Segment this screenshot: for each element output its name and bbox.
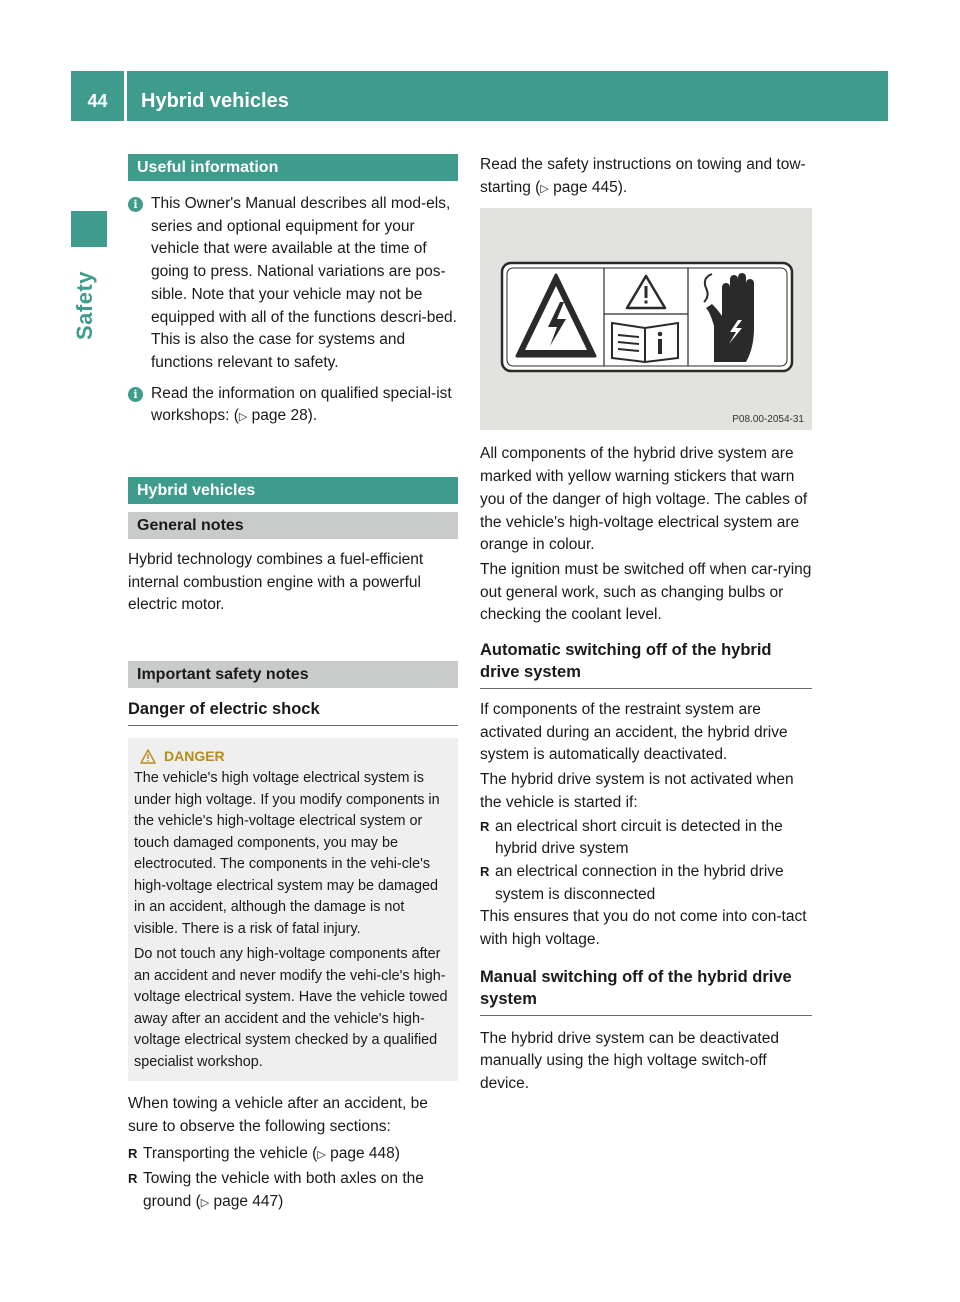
info-icon: i: [128, 387, 143, 402]
automatic-switching-bullets: [480, 816, 812, 907]
towing-instructions-text: [480, 154, 812, 200]
warning-sticker-illustration: [480, 208, 812, 430]
page-ref-arrow-icon: ▷: [540, 182, 549, 195]
automatic-switching-heading: Automatic switching off of the hybrid drive system: [480, 639, 812, 689]
list-item-text: an electrical connection in the hybrid drive system is disconnected: [495, 862, 784, 903]
header-title: Hybrid vehicles: [141, 90, 289, 112]
right-column: [480, 154, 812, 1096]
danger-paragraph-2: Do not touch any high-voltage components after an accident and never modify the vehi-cle's high-voltage electrical system. Have the vehicle towed away after an accident and the vehicle's high-voltage electrical system checked by a qualified specialist workshop.: [134, 946, 448, 1070]
side-tab-marker: [71, 211, 107, 247]
list-item: [480, 816, 812, 861]
warning-sticker-figure: [480, 208, 812, 430]
automatic-switching-text-3: This ensures that you do not come into con-tact with high voltage.: [480, 908, 807, 949]
info-note-text: [151, 383, 458, 429]
info-note-text: This Owner's Manual describes all mod-els, series and optional equipment for your vehicle that were available at the time of going to press. National variations are pos-sible. Note that your vehicle may not be equipped with all of the functions descri-bed. This is also the case for systems and functions relevant to safety.: [151, 195, 457, 371]
bullet-icon: R: [128, 1171, 138, 1187]
info-note-manual: [128, 193, 458, 375]
list-item-text: an electrical short circuit is detected in the hybrid drive system: [495, 817, 783, 858]
general-notes-text: Hybrid technology combines a fuel-efficient internal combustion engine with a powerful electric motor.: [128, 551, 424, 614]
important-safety-notes-heading: Important safety notes: [128, 661, 458, 688]
left-column: [128, 154, 458, 1215]
automatic-switching-text-2: The hybrid drive system is not activated when the vehicle is started if:: [480, 771, 794, 811]
page-number: 44: [87, 90, 108, 111]
page-ref-link[interactable]: page 448): [330, 1144, 400, 1162]
header-divider: [124, 71, 127, 121]
warning-triangle-icon: [140, 749, 156, 764]
info-note-workshops: [128, 383, 458, 429]
useful-information-heading: Useful information: [128, 154, 458, 181]
towing-bullet-list: [128, 1143, 458, 1215]
bullet-icon: R: [480, 863, 490, 879]
page-ref-link[interactable]: page 28).: [251, 407, 318, 425]
bullet-icon: R: [128, 1145, 138, 1161]
info-icon: i: [128, 197, 143, 212]
danger-electric-shock-heading: Danger of electric shock: [128, 698, 458, 726]
towing-text: When towing a vehicle after an accident, be sure to observe the following sections:: [128, 1095, 428, 1135]
towing-instructions-label: Read the safety instructions on towing and tow-starting (: [480, 156, 806, 196]
figure-code: P08.00-2054-31: [732, 414, 804, 426]
page-ref-arrow-icon: ▷: [238, 411, 248, 424]
hybrid-vehicles-heading: Hybrid vehicles: [128, 477, 458, 504]
list-item: [480, 861, 812, 906]
general-notes-heading: General notes: [128, 512, 458, 539]
page-ref-link[interactable]: page 447): [213, 1192, 284, 1210]
list-item-text: [143, 1168, 458, 1214]
list-item-label: Transporting the vehicle (: [143, 1144, 318, 1162]
page-ref-link[interactable]: page 445).: [553, 178, 628, 196]
list-item: [128, 1168, 458, 1214]
list-item-label: Towing the vehicle with both axles on the ground (: [143, 1170, 424, 1210]
manual-book-icon: [612, 323, 678, 362]
danger-header: [134, 748, 450, 764]
bullet-icon: R: [480, 818, 490, 834]
ignition-text: The ignition must be switched off when car-rying out general work, such as changing bulbs or checking the coolant level.: [480, 560, 812, 624]
danger-paragraph-1: The vehicle's high voltage electrical system is under high voltage. If you modify components in the vehicle's high-voltage electrical system or touch damaged components, you may be electrocuted. The components in the vehi-cle's high-voltage electrical system may be damaged in an accident, although the damage is not visible. There is a risk of fatal injury.: [134, 770, 440, 937]
manual-switching-text: The hybrid drive system can be deactivated manually using the high voltage switch-off device.: [480, 1029, 779, 1093]
manual-switching-heading: Manual switching off of the hybrid drive system: [480, 966, 812, 1016]
page-ref-arrow-icon: ▷: [200, 1196, 210, 1209]
automatic-switching-text-1: If components of the restraint system are activated during an accident, the hybrid drive system is automatically deactivated.: [480, 701, 788, 764]
danger-label: DANGER: [164, 748, 225, 765]
side-tab-label: Safety: [72, 270, 97, 340]
info-note-workshops-text: Read the information on qualified special-ist workshops: (: [151, 384, 452, 425]
danger-box: [128, 738, 458, 1081]
page-ref-arrow-icon: ▷: [317, 1148, 326, 1161]
components-text: All components of the hybrid drive system are marked with yellow warning stickers that warn you of the danger of high voltage. The cables of the vehicle's high-voltage electrical system are orange in colour.: [480, 445, 808, 554]
list-item-text: [143, 1143, 400, 1167]
list-item: [128, 1143, 458, 1167]
